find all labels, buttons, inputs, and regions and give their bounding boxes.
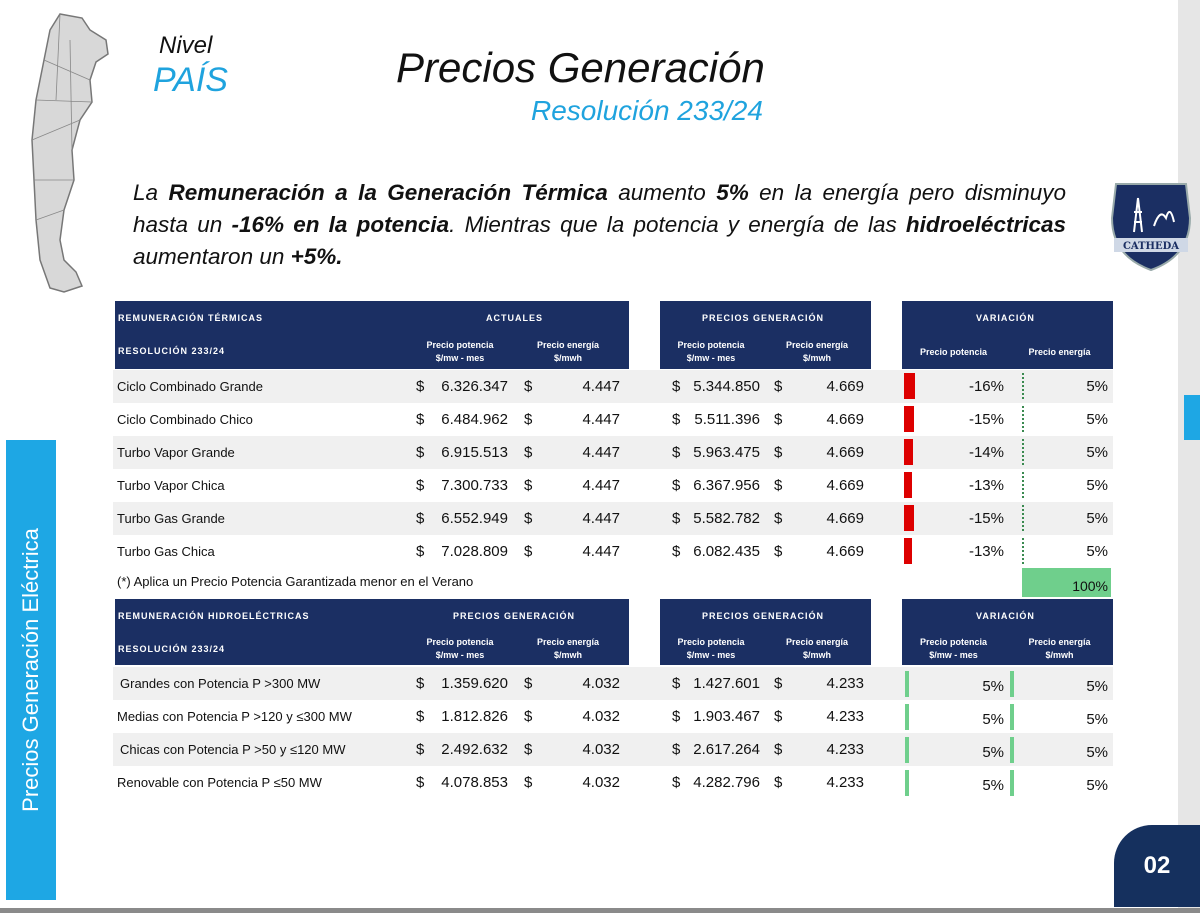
precio-pot-value: 4.282.796 — [693, 774, 760, 791]
col-en-header: Precio energía $/mwh — [785, 637, 849, 660]
negative-bar — [904, 538, 912, 564]
actual-pot-value: 4.078.853 — [441, 774, 508, 791]
positive-bar — [905, 770, 909, 796]
var-en-value: 5% — [1086, 411, 1108, 428]
var-pot-header: Precio potencia $/mw - mes — [919, 637, 988, 660]
row-label: Grandes con Potencia P >300 MW — [120, 676, 321, 691]
pais-label: PAÍS — [153, 61, 228, 99]
right-edge-bar — [1178, 0, 1200, 913]
variacion-header: VARIACIÓN — [976, 313, 1035, 323]
var-en-value: 5% — [1086, 678, 1108, 695]
col-pot-header: Precio potencia $/mw - mes — [426, 340, 494, 363]
currency-symbol: $ — [524, 411, 533, 428]
row-label: Chicas con Potencia P >50 y ≤120 MW — [120, 742, 346, 757]
currency-symbol: $ — [416, 741, 425, 758]
hidro-precios-header-2: PRECIOS GENERACIÓN — [702, 611, 825, 621]
positive-bar — [1010, 671, 1014, 697]
hidro-header-left — [115, 599, 629, 665]
row-label: Turbo Vapor Chica — [117, 478, 225, 493]
currency-symbol: $ — [524, 444, 533, 461]
positive-bar — [1022, 538, 1027, 564]
termicas-title: REMUNERACIÓN TÉRMICAS — [118, 313, 264, 323]
negative-bar — [904, 406, 914, 432]
actual-pot-value: 7.028.809 — [441, 543, 508, 560]
positive-bar — [1022, 406, 1027, 432]
precios-header: PRECIOS GENERACIÓN — [702, 313, 825, 323]
currency-symbol: $ — [416, 444, 425, 461]
currency-symbol: $ — [672, 510, 681, 527]
positive-bar — [1010, 770, 1014, 796]
row-label: Renovable con Potencia P ≤50 MW — [117, 775, 322, 790]
positive-bar — [1010, 704, 1014, 730]
var-pot-value: 5% — [982, 678, 1004, 695]
row-label: Turbo Vapor Grande — [117, 445, 235, 460]
precio-en-value: 4.669 — [826, 411, 864, 428]
hidro-variacion-header: VARIACIÓN — [976, 611, 1035, 621]
var-pot-value: -15% — [968, 510, 1004, 527]
hidro-header-variacion — [902, 599, 1113, 665]
var-en-value: 5% — [1086, 711, 1108, 728]
actual-en-value: 4.447 — [582, 477, 620, 494]
col-en-header: Precio energía $/mwh — [536, 637, 600, 660]
currency-symbol: $ — [672, 708, 681, 725]
currency-symbol: $ — [524, 510, 533, 527]
negative-bar — [904, 472, 912, 498]
hidro-resolution: RESOLUCIÓN 233/24 — [118, 644, 226, 654]
actuales-header: ACTUALES — [486, 313, 543, 323]
var-en-value: 5% — [1086, 477, 1108, 494]
precio-pot-value: 2.617.264 — [693, 741, 760, 758]
currency-symbol: $ — [416, 543, 425, 560]
hidro-header-precios — [660, 599, 871, 665]
currency-symbol: $ — [524, 477, 533, 494]
col-pot-header: Precio potencia $/mw - mes — [677, 637, 745, 660]
currency-symbol: $ — [774, 411, 783, 428]
intro-paragraph: La Remuneración a la Generación Térmica aumento 5% en la energía pero disminuyo hasta un -16% en la potencia. Mientras que la potencia y energía de las hidroeléctricas aumentaron un +5%. — [133, 180, 1067, 269]
row-label: Medias con Potencia P >120 y ≤300 MW — [117, 709, 352, 724]
actual-en-value: 4.032 — [582, 675, 620, 692]
currency-symbol: $ — [416, 774, 425, 791]
page-title: Precios Generación — [396, 44, 765, 91]
currency-symbol: $ — [774, 708, 783, 725]
var-en-value: 5% — [1086, 378, 1108, 395]
side-tab-label: Precios Generación Eléctrica — [18, 528, 43, 812]
negative-bar — [904, 505, 914, 531]
actual-en-value: 4.447 — [582, 444, 620, 461]
actual-pot-value: 6.326.347 — [441, 378, 508, 395]
catheda-shield-logo — [1108, 178, 1194, 274]
col-pot-header: Precio potencia $/mw - mes — [426, 637, 494, 660]
currency-symbol: $ — [672, 477, 681, 494]
precio-pot-value: 5.344.850 — [693, 378, 760, 395]
currency-symbol: $ — [416, 477, 425, 494]
var-pot-value: -15% — [968, 411, 1004, 428]
col-en-header: Precio energía $/mwh — [785, 340, 849, 363]
var-pot-header: Precio potencia — [919, 347, 988, 357]
currency-symbol: $ — [672, 444, 681, 461]
currency-symbol: $ — [774, 741, 783, 758]
var-pot-value: -16% — [968, 378, 1004, 395]
negative-bar — [904, 373, 915, 399]
var-pot-value: -13% — [968, 543, 1004, 560]
footnote: (*) Aplica un Precio Potencia Garantizada menor en el Verano — [117, 574, 474, 589]
currency-symbol: $ — [524, 675, 533, 692]
positive-bar — [1022, 439, 1027, 465]
precio-pot-value: 6.082.435 — [693, 543, 760, 560]
currency-symbol: $ — [774, 444, 783, 461]
row-label: Ciclo Combinado Chico — [117, 412, 253, 427]
negative-bar — [904, 439, 913, 465]
positive-bar — [1022, 472, 1027, 498]
currency-symbol: $ — [416, 510, 425, 527]
currency-symbol: $ — [672, 378, 681, 395]
actual-en-value: 4.447 — [582, 411, 620, 428]
currency-symbol: $ — [672, 675, 681, 692]
actual-pot-value: 2.492.632 — [441, 741, 508, 758]
var-en-header: Precio energía — [1028, 347, 1091, 357]
currency-symbol: $ — [672, 411, 681, 428]
precio-pot-value: 1.427.601 — [693, 675, 760, 692]
precio-pot-value: 6.367.956 — [693, 477, 760, 494]
currency-symbol: $ — [524, 708, 533, 725]
currency-symbol: $ — [672, 774, 681, 791]
row-label: Turbo Gas Grande — [117, 511, 225, 526]
precio-pot-value: 5.511.396 — [694, 411, 760, 428]
currency-symbol: $ — [672, 543, 681, 560]
positive-bar — [905, 671, 909, 697]
precio-en-value: 4.669 — [826, 543, 864, 560]
actual-pot-value: 6.484.962 — [441, 411, 508, 428]
var-en-value: 5% — [1086, 744, 1108, 761]
currency-symbol: $ — [416, 675, 425, 692]
currency-symbol: $ — [774, 543, 783, 560]
positive-bar — [1010, 737, 1014, 763]
argentina-map-icon — [20, 10, 110, 300]
var-pot-value: 5% — [982, 744, 1004, 761]
hidro-title: REMUNERACIÓN HIDROELÉCTRICAS — [118, 611, 310, 621]
nivel-label: Nivel — [159, 32, 213, 59]
termicas-header-left — [115, 301, 629, 369]
actual-en-value: 4.032 — [582, 708, 620, 725]
note-value: 100% — [1072, 578, 1108, 594]
actual-pot-value: 7.300.733 — [441, 477, 508, 494]
precio-en-value: 4.669 — [826, 510, 864, 527]
section-side-tab — [6, 440, 56, 900]
currency-symbol: $ — [774, 675, 783, 692]
currency-symbol: $ — [774, 378, 783, 395]
actual-en-value: 4.447 — [582, 378, 620, 395]
precio-en-value: 4.233 — [826, 741, 864, 758]
precio-pot-value: 5.963.475 — [693, 444, 760, 461]
currency-symbol: $ — [416, 708, 425, 725]
var-pot-value: 5% — [982, 711, 1004, 728]
row-label: Turbo Gas Chica — [117, 544, 215, 559]
currency-symbol: $ — [524, 378, 533, 395]
actual-pot-value: 6.915.513 — [441, 444, 508, 461]
var-en-value: 5% — [1086, 510, 1108, 527]
right-edge-accent — [1184, 395, 1200, 440]
var-pot-value: -13% — [968, 477, 1004, 494]
positive-bar — [905, 704, 909, 730]
actual-en-value: 4.032 — [582, 741, 620, 758]
termicas-header-variacion — [902, 301, 1113, 369]
precio-en-value: 4.233 — [826, 675, 864, 692]
var-pot-value: -14% — [968, 444, 1004, 461]
currency-symbol: $ — [524, 774, 533, 791]
bottom-border — [0, 908, 1200, 913]
var-en-header: Precio energía $/mwh — [1028, 637, 1091, 660]
actual-en-value: 4.447 — [582, 543, 620, 560]
page-number: 02 — [1114, 825, 1200, 907]
var-pot-value: 5% — [982, 777, 1004, 794]
precio-en-value: 4.233 — [826, 708, 864, 725]
actual-en-value: 4.447 — [582, 510, 620, 527]
col-en-header: Precio energía $/mwh — [536, 340, 600, 363]
currency-symbol: $ — [416, 411, 425, 428]
currency-symbol: $ — [672, 741, 681, 758]
badge-text: CATHEDA — [1122, 241, 1180, 252]
positive-bar — [1022, 505, 1027, 531]
col-pot-header: Precio potencia $/mw - mes — [677, 340, 745, 363]
hidro-precios-header: PRECIOS GENERACIÓN — [453, 611, 576, 621]
currency-symbol: $ — [416, 378, 425, 395]
var-en-value: 5% — [1086, 543, 1108, 560]
currency-symbol: $ — [774, 477, 783, 494]
termicas-header-precios — [660, 301, 871, 369]
precio-en-value: 4.669 — [826, 477, 864, 494]
currency-symbol: $ — [774, 774, 783, 791]
currency-symbol: $ — [524, 543, 533, 560]
row-label: Ciclo Combinado Grande — [117, 379, 263, 394]
actual-pot-value: 1.359.620 — [441, 675, 508, 692]
page-subtitle: Resolución 233/24 — [531, 95, 763, 126]
precio-en-value: 4.669 — [826, 378, 864, 395]
currency-symbol: $ — [774, 510, 783, 527]
currency-symbol: $ — [524, 741, 533, 758]
var-en-value: 5% — [1086, 777, 1108, 794]
precio-en-value: 4.233 — [826, 774, 864, 791]
precio-pot-value: 5.582.782 — [693, 510, 760, 527]
var-en-value: 5% — [1086, 444, 1108, 461]
precio-en-value: 4.669 — [826, 444, 864, 461]
actual-pot-value: 6.552.949 — [441, 510, 508, 527]
termicas-resolution: RESOLUCIÓN 233/24 — [118, 346, 226, 356]
positive-bar — [1022, 373, 1027, 399]
positive-bar — [905, 737, 909, 763]
actual-pot-value: 1.812.826 — [441, 708, 508, 725]
precio-pot-value: 1.903.467 — [693, 708, 760, 725]
actual-en-value: 4.032 — [582, 774, 620, 791]
